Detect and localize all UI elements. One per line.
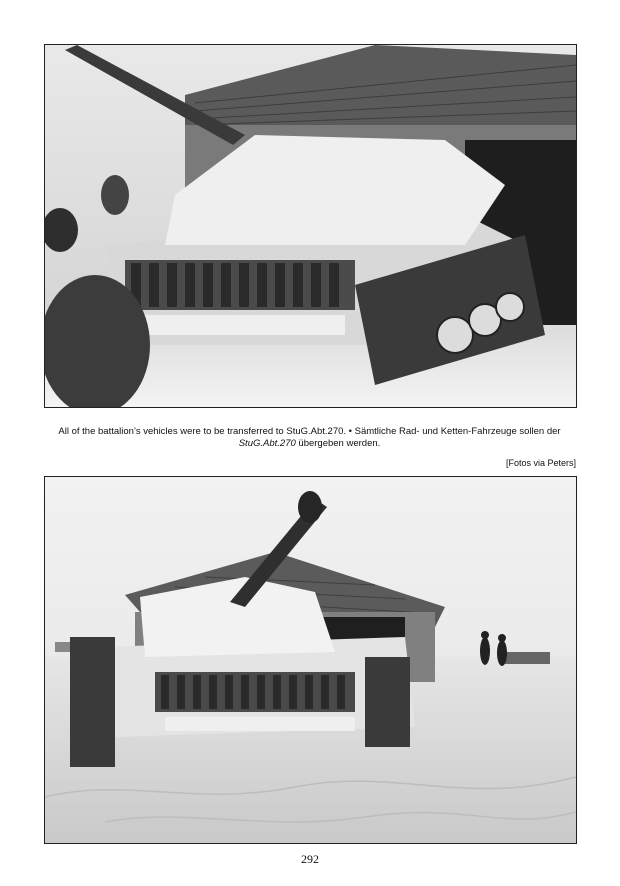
caption-line-1: All of the battalion’s vehicles were to be transferred to StuG.Abt.270. • Sämtliche Rad- und Ketten-Fahrzeuge sollen der: [58, 426, 561, 437]
caption-unit-italic: StuG.Abt.270: [238, 438, 296, 449]
photo-top: [44, 44, 577, 408]
photo-bottom-image: [45, 477, 576, 843]
photo-credit: [Fotos via Peters]: [505, 458, 576, 468]
photo-caption: [44, 426, 575, 450]
photo-top-image: [45, 45, 576, 407]
page-number: 292: [301, 852, 319, 866]
caption-line-2-rest: übergeben werden.: [295, 438, 381, 449]
caption-line-2: [44, 438, 575, 450]
photo-bottom: [44, 476, 577, 844]
